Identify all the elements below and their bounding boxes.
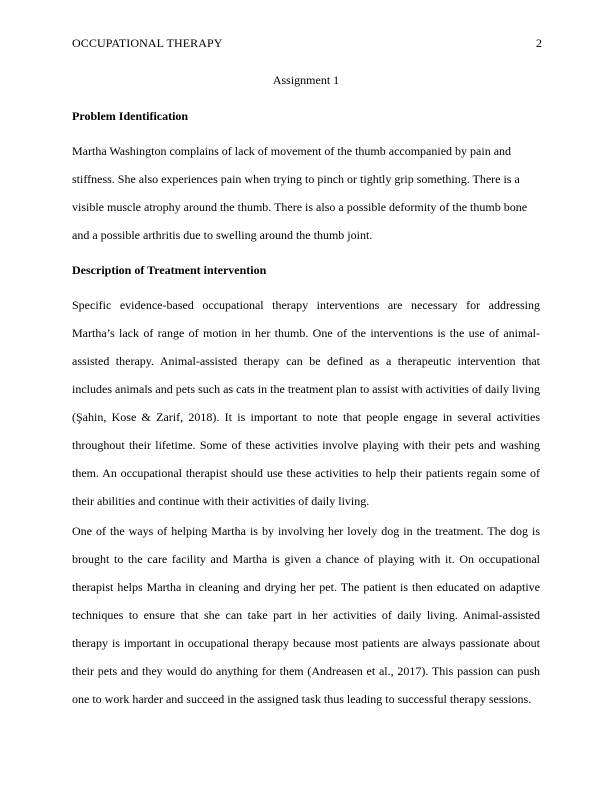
paragraph-treatment-intervention-2: One of the ways of helping Martha is by involving her lovely dog in the treatment. The dog is brought to the care facility and Martha is given a chance of playing with it. On occupational therapist helps Martha in cleaning and drying her pet. The patient is then educated on adaptive techniques to ensure that she can take part in her activities of daily living. Animal-assisted therapy is important in occupational therapy because most patients are always passionate about their pets and they would do anything for them (Andreasen et al., 2017). This passion can push one to work harder and succeed in the assigned task thus leading to successful therapy sessions. (72, 524, 540, 706)
page-number: 2 (536, 36, 542, 50)
section-heading-problem-identification: Problem Identification (72, 109, 189, 123)
paragraph-treatment-intervention-1: Specific evidence-based occupational therapy interventions are necessary for addressing Martha’s lack of range of motion in her thumb. One of the interventions is the use of animal-assisted therapy. Animal-assisted therapy can be defined as a therapeutic intervention that includes animals and pets such as cats in the treatment plan to assist with activities of daily living (Şahin, Kose & Zarif, 2018). It is important to note that people engage in several activities throughout their lifetime. Some of these activities involve playing with their pets and washing them. An occupational therapist should use these activities to help their patients regain some of their abilities and continue with their activities of daily living. (72, 298, 540, 508)
document-title: Assignment 1 (272, 73, 340, 87)
section-heading-treatment-intervention: Description of Treatment intervention (72, 263, 267, 277)
paragraph-problem-identification: Martha Washington complains of lack of movement of the thumb accompanied by pain and stiffness. She also experiences pain when trying to pinch or tightly grip something. There is a visible muscle atrophy around the thumb. There is also a possible deformity of the thumb bone and a possible arthritis due to swelling around the thumb joint. (72, 144, 528, 242)
running-head: OCCUPATIONAL THERAPY (72, 36, 223, 50)
